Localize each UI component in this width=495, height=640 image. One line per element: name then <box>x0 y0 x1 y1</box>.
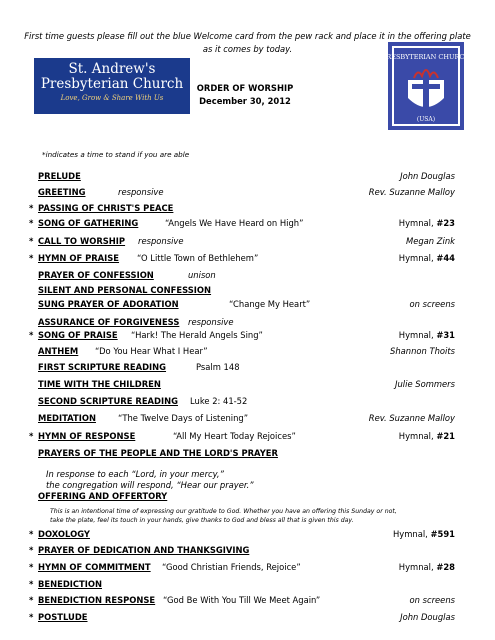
worship-item <box>0 431 495 445</box>
item-leader-text: Julie Sommers <box>395 379 455 389</box>
worship-item <box>0 317 495 331</box>
item-leader-text: Hymnal, <box>398 330 437 340</box>
stand-note: *indicates a time to stand if you are able <box>42 150 190 159</box>
item-detail: responsive <box>138 236 184 246</box>
worship-item <box>0 612 495 626</box>
item-title: PRELUDE <box>38 171 81 181</box>
worship-item <box>0 187 495 201</box>
church-name-line2: Presbyterian Church <box>40 76 184 92</box>
item-leader <box>400 171 455 181</box>
church-tagline: Love, Grow & Share With Us <box>60 94 164 102</box>
item-leader-text: Megan Zink <box>405 236 455 246</box>
service-date: December 30, 2012 <box>199 96 291 106</box>
item-leader-text: Hymnal, <box>398 253 437 263</box>
item-leader <box>395 379 455 389</box>
hymn-number: #23 <box>436 218 455 228</box>
item-title: SONG OF GATHERING <box>38 218 139 228</box>
worship-item <box>0 330 495 344</box>
item-detail: “O Little Town of Bethlehem” <box>137 253 259 263</box>
item-detail: responsive <box>118 187 164 197</box>
item-leader <box>369 413 455 423</box>
item-leader <box>399 218 455 228</box>
pcusa-seal-icon <box>381 42 471 130</box>
seal-usa: (USA) <box>416 116 436 123</box>
item-leader <box>400 612 455 622</box>
item-leader-text: on screens <box>409 595 455 605</box>
item-title: BENEDICTION <box>38 579 103 589</box>
prayers-note-line2: the congregation will respond, “Hear our prayer.” <box>46 480 254 490</box>
item-title: PRAYERS OF THE PEOPLE AND THE LORD'S PRAYER <box>38 448 278 458</box>
stand-marker: * <box>29 579 34 589</box>
worship-item <box>0 171 495 185</box>
item-title: HYMN OF COMMITMENT <box>38 562 151 572</box>
hymn-number: #591 <box>430 529 455 539</box>
worship-item <box>0 491 495 505</box>
church-logo <box>34 58 190 114</box>
prayers-note-line1: In response to each “Lord, in your mercy,” <box>46 469 224 479</box>
stand-marker: * <box>29 562 34 572</box>
worship-item <box>0 448 495 462</box>
item-leader-text: John Douglas <box>400 612 455 622</box>
item-leader <box>393 529 455 539</box>
item-title: HYMN OF PRAISE <box>38 253 120 263</box>
item-detail: “God Be With You Till We Meet Again” <box>163 595 321 605</box>
hymn-number: #44 <box>436 253 455 263</box>
item-title: SONG OF PRAISE <box>38 330 118 340</box>
item-leader <box>399 431 455 441</box>
stand-marker: * <box>29 612 34 622</box>
worship-item <box>0 413 495 427</box>
item-detail: “Do You Hear What I Hear” <box>95 346 208 356</box>
item-leader-text: Hymnal, <box>398 562 437 572</box>
item-title: MEDITATION <box>38 413 96 423</box>
seal-text: PRESBYTERIAN CHURCH <box>381 53 471 61</box>
item-leader-text: Hymnal, <box>398 431 437 441</box>
page-title: ORDER OF WORSHIP <box>196 83 294 93</box>
item-title: SECOND SCRIPTURE READING <box>38 396 178 406</box>
item-title: SILENT AND PERSONAL CONFESSION <box>38 285 212 295</box>
item-detail: responsive <box>188 317 234 327</box>
item-leader-text: on screens <box>409 299 455 309</box>
worship-item <box>0 362 495 376</box>
item-leader-text: Hymnal, <box>392 529 431 539</box>
worship-item <box>0 579 495 593</box>
worship-item <box>0 270 495 284</box>
worship-item <box>0 285 495 299</box>
item-detail: Luke 2: 41-52 <box>190 396 248 406</box>
item-title: SUNG PRAYER OF ADORATION <box>38 299 179 309</box>
worship-item <box>0 203 495 217</box>
offering-note-line1: This is an intentional time of expressing our gratitude to God. Whether you have an offering this Sunday or not, <box>50 508 397 515</box>
item-leader <box>390 346 455 356</box>
item-title: PASSING OF CHRIST'S PEACE <box>38 203 174 213</box>
worship-item <box>0 545 495 559</box>
item-leader <box>399 562 455 572</box>
worship-item <box>0 218 495 232</box>
item-title: ASSURANCE OF FORGIVENESS <box>38 317 180 327</box>
stand-marker: * <box>29 595 34 605</box>
stand-marker: * <box>29 330 34 340</box>
item-title: ANTHEM <box>38 346 79 356</box>
stand-marker: * <box>29 203 34 213</box>
item-leader-text: Hymnal, <box>398 218 437 228</box>
item-leader <box>410 595 455 605</box>
church-name-line1: St. Andrew's <box>68 61 156 77</box>
stand-marker: * <box>29 431 34 441</box>
item-detail: “The Twelve Days of Listening” <box>118 413 249 423</box>
item-title: TIME WITH THE CHILDREN <box>38 379 161 389</box>
item-detail: unison <box>188 270 216 280</box>
stand-marker: * <box>29 236 34 246</box>
item-leader-text: Shannon Thoits <box>390 346 455 356</box>
item-title: GREETING <box>38 187 86 197</box>
stand-marker: * <box>29 545 34 555</box>
item-leader <box>410 299 455 309</box>
stand-marker: * <box>29 253 34 263</box>
worship-item <box>0 346 495 360</box>
hymn-number: #28 <box>436 562 455 572</box>
item-title: HYMN OF RESPONSE <box>38 431 136 441</box>
item-title: CALL TO WORSHIP <box>38 236 126 246</box>
item-title: FIRST SCRIPTURE READING <box>38 362 167 372</box>
item-detail: “All My Heart Today Rejoices” <box>173 431 296 441</box>
item-leader-text: John Douglas <box>400 171 455 181</box>
guest-notice: First time guests please fill out the blue Welcome card from the pew rack and place it in the offering plate as it comes by today. <box>24 31 471 54</box>
worship-item <box>0 379 495 393</box>
item-title: PRAYER OF DEDICATION AND THANKSGIVING <box>38 545 250 555</box>
item-detail: “Hark! The Herald Angels Sing” <box>131 330 263 340</box>
worship-item <box>0 595 495 609</box>
item-leader <box>399 330 455 340</box>
item-detail: “Change My Heart” <box>229 299 311 309</box>
item-title: BENEDICTION RESPONSE <box>38 595 156 605</box>
item-leader-text: Rev. Suzanne Malloy <box>368 413 455 423</box>
item-leader <box>399 253 455 263</box>
hymn-number: #31 <box>436 330 455 340</box>
stand-marker: * <box>29 529 34 539</box>
worship-item <box>0 253 495 267</box>
item-leader <box>406 236 455 246</box>
item-leader-text: Rev. Suzanne Malloy <box>368 187 455 197</box>
bulletin-header <box>195 82 295 108</box>
item-title: POSTLUDE <box>38 612 88 622</box>
worship-item <box>0 236 495 250</box>
offering-note-line2: take the plate, feel its touch in your hands, give thanks to God and bless all that is given this day. <box>50 517 354 524</box>
item-detail: “Good Christian Friends, Rejoice” <box>162 562 301 572</box>
item-title: DOXOLOGY <box>38 529 90 539</box>
worship-item <box>0 396 495 410</box>
worship-item <box>0 529 495 543</box>
item-detail: “Angels We Have Heard on High” <box>165 218 304 228</box>
worship-item <box>0 562 495 576</box>
item-leader <box>369 187 455 197</box>
item-detail: Psalm 148 <box>196 362 240 372</box>
item-title: PRAYER OF CONFESSION <box>38 270 154 280</box>
item-title: OFFERING AND OFFERTORY <box>38 491 168 501</box>
stand-marker: * <box>29 218 34 228</box>
hymn-number: #21 <box>436 431 455 441</box>
worship-item <box>0 299 495 313</box>
